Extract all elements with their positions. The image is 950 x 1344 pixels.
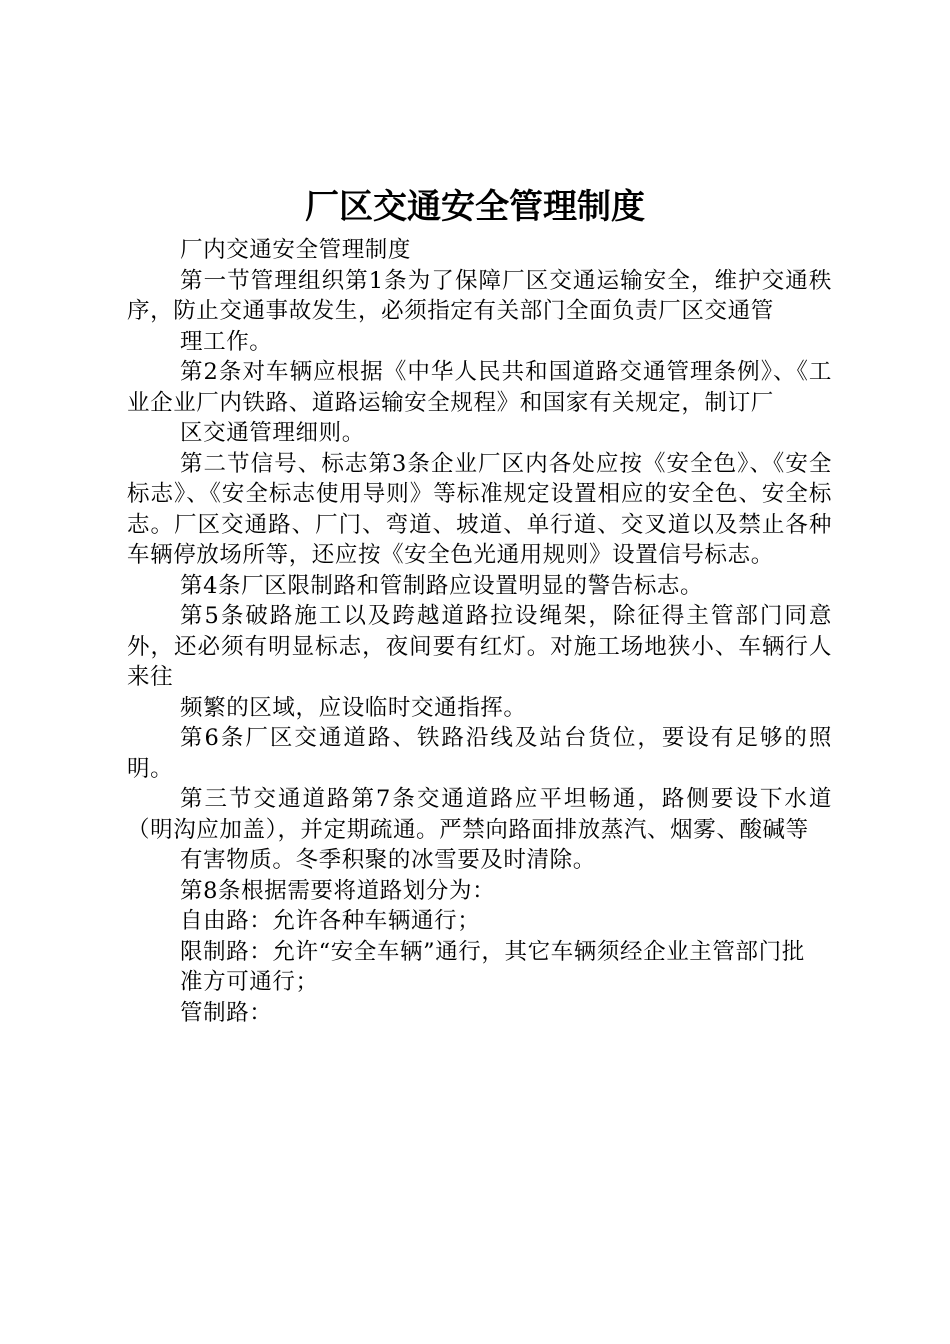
paragraph: 第三节交通道路第7条交通道路应平坦畅通，路侧要设下水道（明沟应加盖），并定期疏通。严禁向路面排放蒸汽、烟雾、酸碱等: [127, 786, 832, 843]
paragraph: 区交通管理细则。: [180, 420, 365, 446]
paragraph: 第8条根据需要将道路划分为：: [180, 877, 496, 904]
document-title: 厂区交通安全管理制度: [305, 187, 645, 227]
paragraph: 准方可通行；: [180, 969, 319, 995]
paragraph: 自由路：允许各种车辆通行；: [180, 908, 481, 934]
paragraph: 第5条破路施工以及跨越道路拉设绳架，除征得主管部门同意外，还必须有明显标志，夜间要有红灯。对施工场地狭小、车辆行人来往: [127, 603, 832, 690]
paragraph: 有害物质。冬季积聚的冰雪要及时清除。: [180, 847, 596, 873]
paragraph: 理工作。: [180, 328, 273, 355]
paragraph: 限制路：允许“安全车辆”通行，其它车辆须经企业主管部门批: [180, 938, 805, 965]
paragraph: 频繁的区域，应设临时交通指挥。: [180, 694, 527, 721]
document-body: [127, 235, 832, 1028]
paragraph: 管制路：: [180, 999, 273, 1026]
paragraph: 第二节信号、标志第3条企业厂区内各处应按《安全色》、《安全标志》、《安全标志使用导则》等标准规定设置相应的安全色、安全标志。厂区交通路、厂门、弯道、坡道、单行道、交叉道以及禁止各种车辆停放场所等，还应按《安全色光通用规则》设置信号标志。: [127, 450, 832, 568]
paragraph: 第2条对车辆应根据《中华人民共和国道路交通管理条例》、《工业企业厂内铁路、道路运输安全规程》和国家有关规定，制订厂: [127, 359, 832, 416]
paragraph: 第6条厂区交通道路、铁路沿线及站台货位，要设有足够的照明。: [127, 725, 832, 782]
paragraph: 第一节管理组织第1条为了保障厂区交通运输安全，维护交通秩序，防止交通事故发生，必须指定有关部门全面负责厂区交通管: [127, 267, 832, 324]
paragraph: 厂内交通安全管理制度: [180, 237, 412, 263]
paragraph: 第4条厂区限制路和管制路应设置明显的警告标志。: [180, 572, 704, 599]
